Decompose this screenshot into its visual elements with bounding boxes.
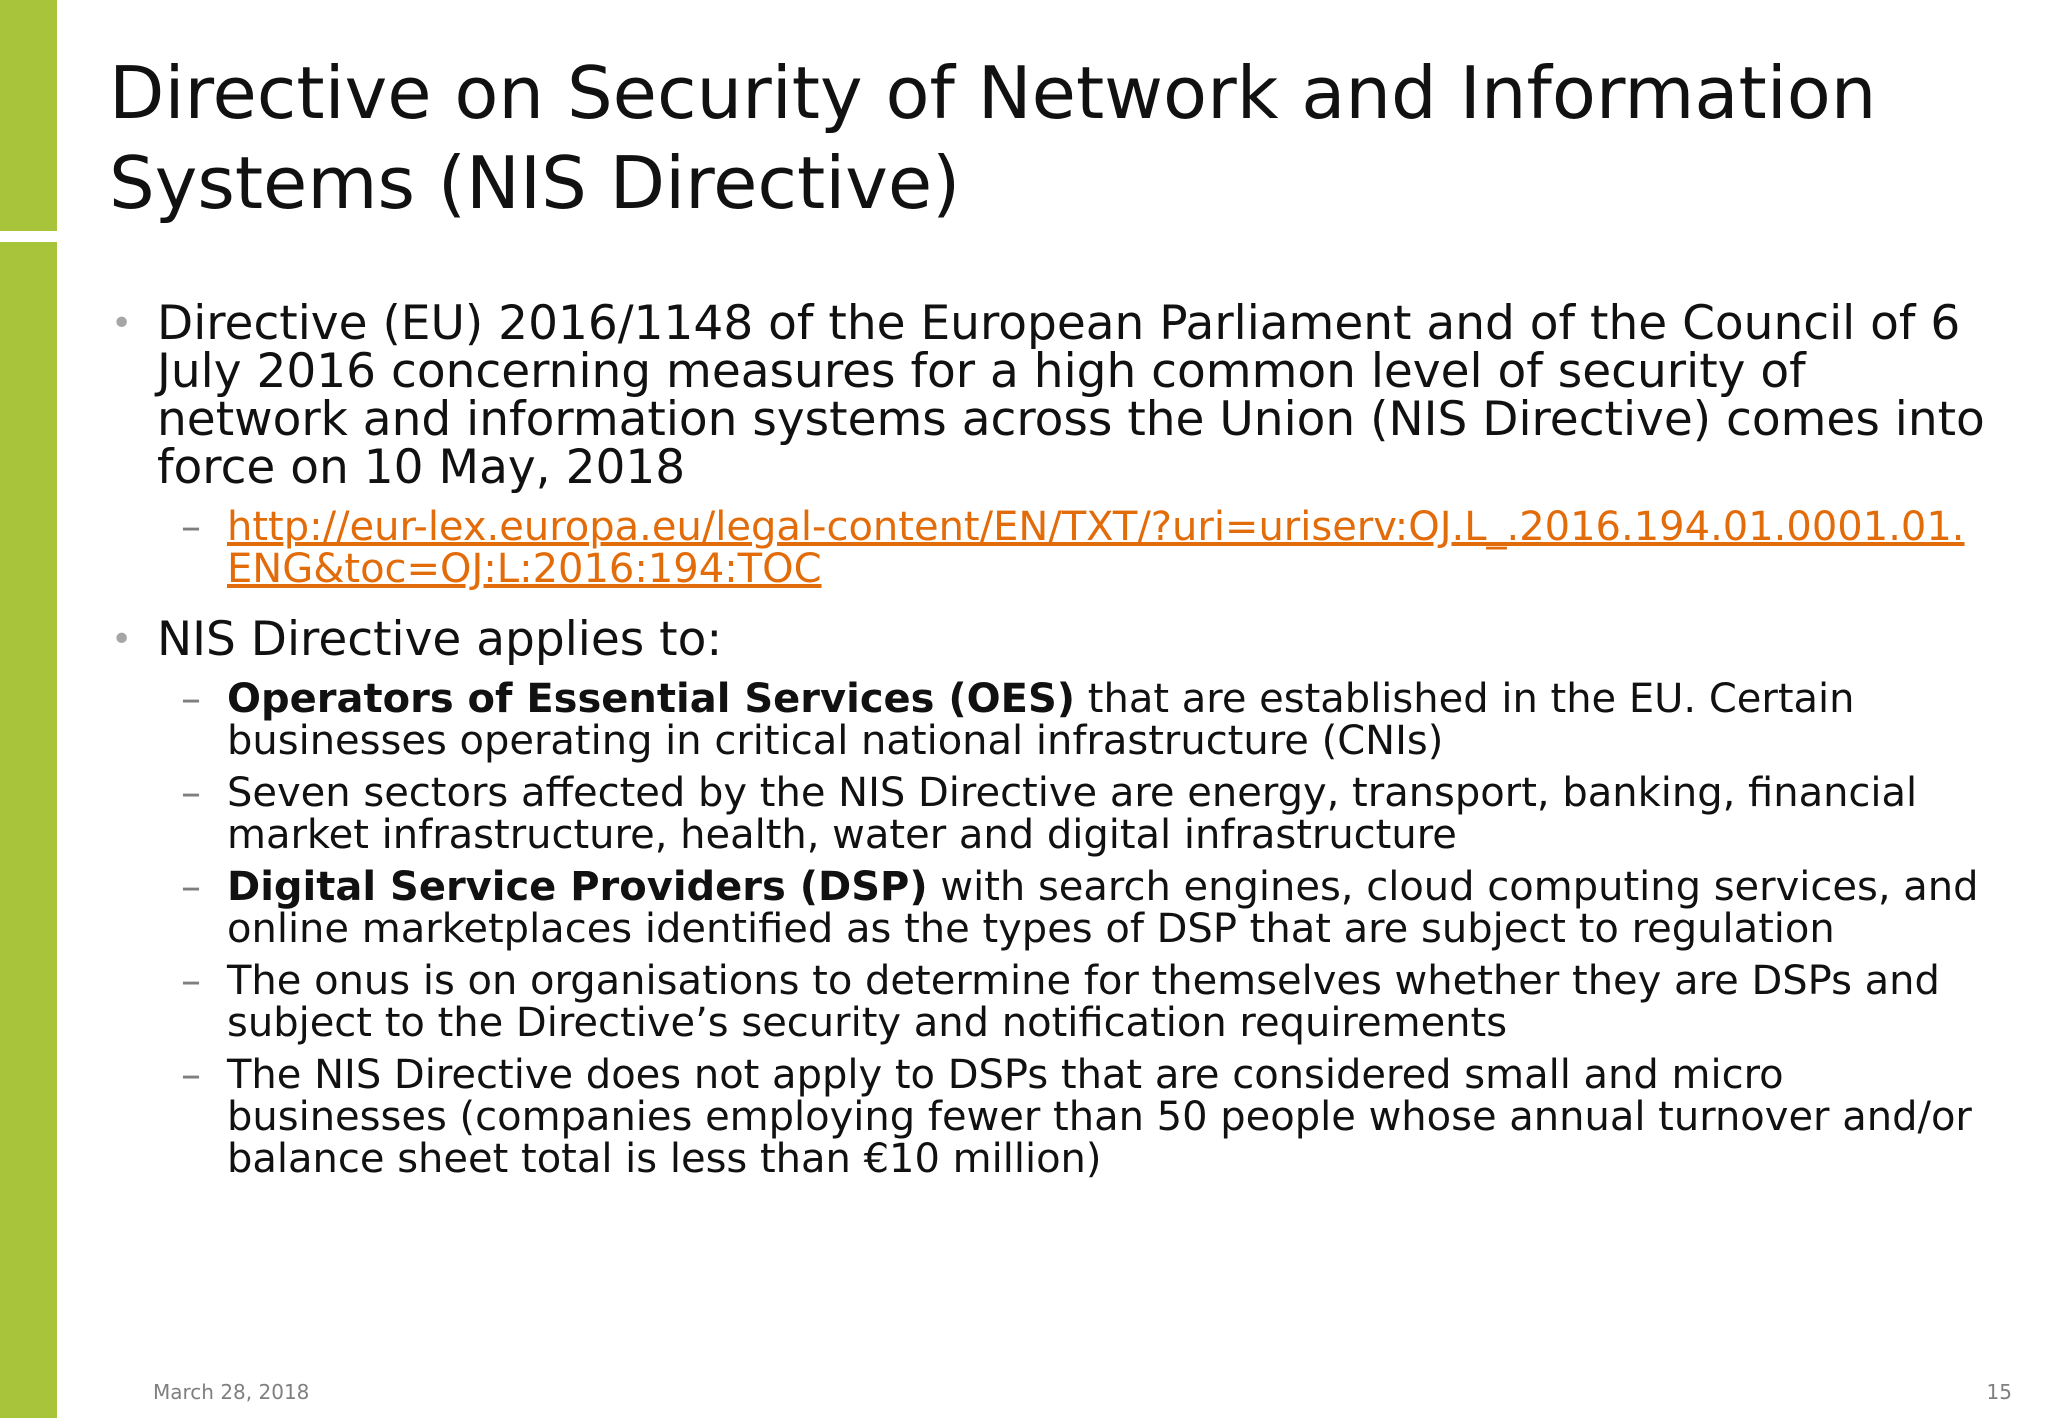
slide-title: Directive on Security of Network and Information Systems (NIS Directive) [109,51,1877,225]
accent-bar-bottom [0,242,57,1418]
sub-bullet-exemption [109,1054,1989,1180]
dash-icon: – [181,504,201,550]
dash-icon: – [181,958,201,1004]
bullet-applies-to [109,612,1989,667]
bullet-directive-text: Directive (EU) 2016/1148 of the European Parliament and of the Council of 6 July 2016 concerning measures for a high common level of security of network and information systems across the Union (NIS Directive) comes into force on 10 May, 2018 [157,296,1985,495]
onus-text: The onus is on organisations to determine for themselves whether they are DSPs and subject to the Directive’s security and notification requirements [227,958,1940,1046]
dsp-bold-term: Digital Service Providers (DSP) [227,864,928,910]
dash-icon: – [181,1052,201,1098]
accent-bar-top [0,0,57,231]
sub-bullet-sectors [109,772,1989,856]
slide-body [109,296,1989,1190]
sub-bullet-onus [109,960,1989,1044]
oes-bold-term: Operators of Essential Services (OES) [227,676,1076,722]
sectors-text: Seven sectors affected by the NIS Directive are energy, transport, banking, financial market infrastructure, health, water and digital infrastructure [227,770,1918,858]
exemption-text: The NIS Directive does not apply to DSPs that are considered small and micro businesses (companies employing fewer than 50 people whose annual turnover and/or balance sheet total is less than €10 million) [227,1052,1972,1182]
oes-text: that are established in the EU. Certain businesses operating in critical national infrastructure (CNIs) [227,676,1855,764]
eur-lex-link[interactable]: http://eur-lex.europa.eu/legal-content/EN/TXT/?uri=uriserv:OJ.L_.2016.194.01.0001.01.ENG&toc=OJ:L:2016:194:TOC [227,504,1965,592]
dash-icon: – [181,864,201,910]
sub-bullet-dsp [109,866,1989,950]
footer-date: March 28, 2018 [153,1380,310,1404]
dash-icon: – [181,676,201,722]
bullet-applies-to-text: NIS Directive applies to: [157,612,723,667]
dash-icon: – [181,770,201,816]
bullet-dot-icon: • [111,303,133,344]
sub-bullet-oes [109,678,1989,762]
bullet-directive [109,296,1989,495]
footer-page-number: 15 [1986,1380,2012,1404]
bullet-dot-icon: • [111,619,133,660]
dsp-text: with search engines, cloud computing services, and online marketplaces identified as the types of DSP that are subject to regulation [227,864,1979,952]
sub-bullet-link [109,506,1989,590]
